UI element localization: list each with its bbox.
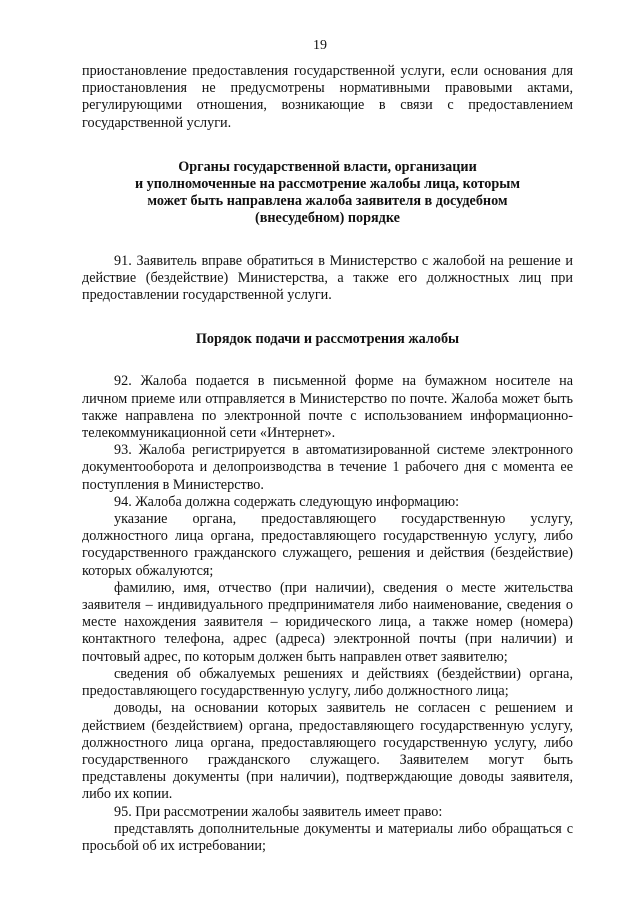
heading-line: Органы государственной власти, организации [178,158,477,175]
section-heading-complaint-procedure: Порядок подачи и рассмотрения жалобы [195,331,460,348]
page-content [82,63,573,855]
paragraph-continued: приостановление предоставления государственной услуги, если основания для приостановления не предусмотрены нормативными правовыми актами, регулирующими отношения, возникающие в связи с предоставлением государственной услуги. [82,63,573,131]
spacer [82,132,573,159]
paragraph-92: 92. Жалоба подается в письменной форме на бумажном носителе на личном приеме или отправляется в Министерство по почте. Жалоба может быть также направлена по электронной почте с использованием информационно-телекоммуникационной сети «Интернет». [82,373,573,442]
spacer [82,348,573,373]
paragraph-91: 91. Заявитель вправе обратиться в Министерство с жалобой на решение и действие (бездействие) Министерства, а также его должностных лиц при предоставлении государственной услуги. [82,252,573,304]
spacer [82,304,573,331]
heading-line: (внесудебном) порядке [255,210,400,227]
spacer [82,228,573,253]
heading-line: и уполномоченные на рассмотрение жалобы лица, которым [134,176,521,193]
paragraph-94-item-decisions: сведения об обжалуемых решениях и действиях (бездействии) органа, предоставляющего государственную услугу, либо должностного лица; [82,665,573,700]
paragraph-95-item-documents: представлять дополнительные документы и материалы либо обращаться с просьбой об их истребовании; [82,820,573,854]
paragraph-93: 93. Жалоба регистрируется в автоматизированной системе электронного документооборота и делопроизводства в течение 1 рабочего дня с момента ее поступления в Министерство. [82,442,573,493]
paragraph-94-item-applicant: фамилию, имя, отчество (при наличии), сведения о месте жительства заявителя – индивидуального предпринимателя либо наименование, сведения о месте нахождения заявителя – юридического лица, а также номер (номера) контактного телефона, адрес (адреса) электронной почты (при наличии) и почтовый адрес, по которым должен быть направлен ответ заявителю; [82,579,573,665]
paragraph-94-item-body: указание органа, предоставляющего государственную услугу, должностного лица органа, предоставляющего государственную услугу, либо государственного гражданского служащего, решения и действия (бездействие) которых обжалуются; [82,511,573,579]
heading-line: может быть направлена жалоба заявителя в досудебном [147,193,508,210]
paragraph-94: 94. Жалоба должна содержать следующую информацию: [114,493,460,510]
paragraph-95: 95. При рассмотрении жалобы заявитель имеет право: [114,803,443,820]
paragraph-94-item-arguments: доводы, на основании которых заявитель не согласен с решением и действием (бездействием) органа, предоставляющего государственную услугу, должностного лица органа, предоставляющего государственную услугу, либо государственного гражданского служащего. Заявителем могут быть представлены документы (при наличии), подтверждающие доводы заявителя, либо их копии. [82,700,573,803]
page-number: 19 [313,38,327,53]
section-heading-complaint-bodies [82,159,573,228]
